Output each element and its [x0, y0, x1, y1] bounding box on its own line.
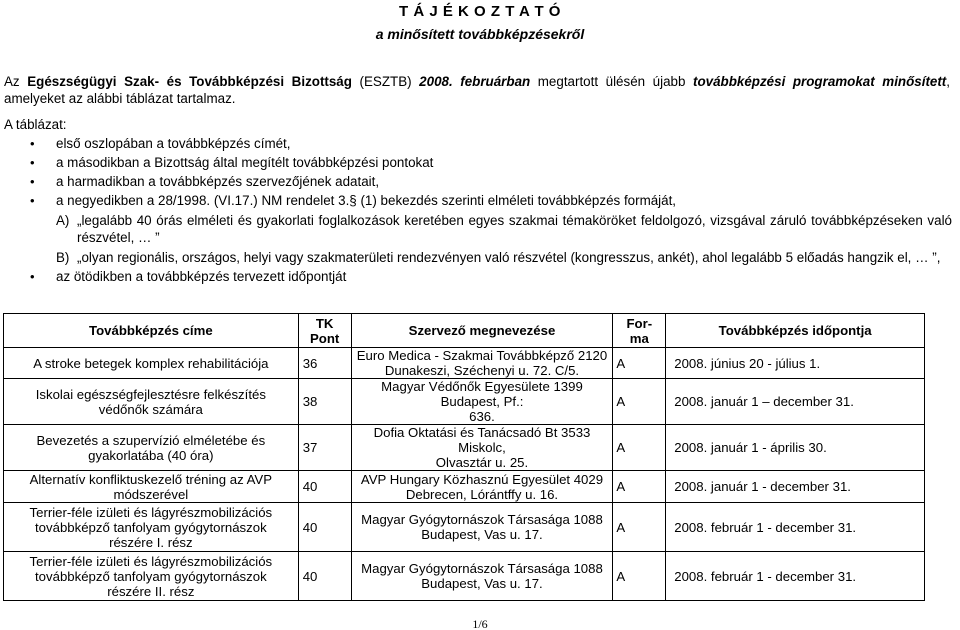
- sub-item-letter: A): [56, 213, 70, 228]
- training-date: 2008. június 20 - július 1.: [666, 348, 925, 379]
- training-organizer: [351, 552, 613, 601]
- organizer-line: Dofia Oktatási és Tanácsadó Bt 3533 Miskolc,: [373, 425, 591, 455]
- bullet-icon: •: [30, 193, 35, 208]
- page-number: 1/6: [472, 617, 488, 630]
- training-title-line: részére II. rész: [107, 583, 195, 599]
- organizer-line: Debrecen, Lórántffy u. 16.: [405, 486, 559, 502]
- intro-text: (ESZTB): [351, 74, 420, 89]
- training-organizer: [351, 379, 613, 425]
- training-title-line: továbbképző tanfolyam gyógytornászok: [35, 568, 267, 584]
- list-item-text: első oszlopában a továbbképzés címét,: [56, 136, 291, 151]
- document-title: T Á J É K O Z T A T Ó: [399, 3, 561, 20]
- training-title-line: továbbképző tanfolyam gyógytornászok: [35, 519, 267, 535]
- intro-text: megtartott ülésén újabb: [530, 74, 694, 89]
- training-title: [4, 425, 299, 471]
- training-organizer: [351, 348, 613, 379]
- organizer-line: Budapest, Vas u. 17.: [421, 527, 543, 542]
- training-title: [4, 348, 299, 379]
- sub-item-text: „legalább 40 órás elméleti és gyakorlati foglalkozások keretében egyes szakmai témaköröket feldolgozó, vizsgával záruló továbbképzéseken való részvétel, … ”: [77, 213, 952, 245]
- sub-item-a: [56, 212, 952, 246]
- organizer-line: Magyar Gyógytornászok Társasága 1088: [361, 561, 603, 576]
- training-form: A: [613, 503, 666, 552]
- list-item-text: a harmadikban a továbbképzés szervezőjének adatait,: [56, 174, 380, 189]
- list-item: [0, 153, 952, 172]
- table-row: [4, 379, 925, 425]
- training-date: 2008. február 1 - december 31.: [666, 552, 925, 601]
- training-date: 2008. január 1 – december 31.: [666, 379, 925, 425]
- training-title-line: Terrier-féle izületi és lágyrészmobilizációs: [29, 504, 273, 520]
- header-organizer: Szervező megnevezése: [351, 314, 613, 348]
- organizer-line: Magyar Gyógytornászok Társasága 1088: [361, 512, 603, 527]
- training-title: [4, 503, 299, 552]
- intro-programs: továbbképzési programokat minősített: [693, 74, 947, 89]
- training-form: A: [613, 552, 666, 601]
- training-form: A: [613, 348, 666, 379]
- document-subtitle: a minősített továbbképzésekről: [375, 26, 585, 42]
- organizer-line: Budapest, Vas u. 17.: [421, 576, 543, 591]
- training-title-line: védőnők számára: [98, 401, 203, 417]
- training-title-line: Alternatív konfliktuskezelő tréning az AVP: [29, 471, 273, 487]
- intro-paragraph: [4, 73, 950, 107]
- training-organizer: [351, 425, 613, 471]
- training-points: 36: [298, 348, 351, 379]
- training-form: A: [613, 379, 666, 425]
- sub-item-text: „olyan regionális, országos, helyi vagy szakmaterületi rendezvényen való részvétel (kongresszus, ankét), ahol legalább 5 előadás hangzik el, … ”,: [77, 250, 941, 265]
- organizer-line: AVP Hungary Közhasznú Egyesület 4029: [360, 471, 604, 487]
- training-points: 40: [298, 471, 351, 503]
- header-title: Továbbképzés címe: [4, 314, 299, 348]
- training-title-line: Bevezetés a szupervízió elméletébe és: [36, 432, 266, 448]
- training-title-line: Terrier-féle izületi és lágyrészmobilizációs: [29, 553, 273, 569]
- training-organizer: [351, 503, 613, 552]
- sub-item-letter: B): [56, 250, 70, 265]
- training-points: 38: [298, 379, 351, 425]
- list-item: [0, 191, 952, 266]
- table-row: [4, 348, 925, 379]
- header-form-line: ma: [629, 330, 649, 346]
- list-item-text: az ötödikben a továbbképzés tervezett időpontját: [56, 269, 347, 284]
- training-title: [4, 552, 299, 601]
- list-item-text: a másodikban a Bizottság által megítélt továbbképzési pontokat: [56, 155, 434, 170]
- bullet-icon: •: [30, 174, 35, 189]
- training-date: 2008. január 1 - december 31.: [666, 471, 925, 503]
- header-points: [298, 314, 351, 348]
- intro-date: 2008. februárban: [419, 74, 531, 89]
- header-form: [613, 314, 666, 348]
- header-form-line: For-: [626, 315, 653, 331]
- organizer-line: Dunakeszi, Széchenyi u. 72. C/5.: [384, 363, 580, 378]
- training-form: A: [613, 471, 666, 503]
- header-date: Továbbképzés időpontja: [666, 314, 925, 348]
- column-description-list: [0, 134, 952, 286]
- training-table: [3, 313, 925, 601]
- intro-text: , amelyeket az alábbi táblázat tartalmaz.: [4, 74, 951, 106]
- list-item: [0, 134, 952, 153]
- organizer-line: 636.: [469, 409, 495, 424]
- training-date: 2008. február 1 - december 31.: [666, 503, 925, 552]
- bullet-icon: •: [30, 269, 35, 284]
- training-title: [4, 379, 299, 425]
- table-header-row: [4, 314, 925, 348]
- training-title-line: A stroke betegek komplex rehabilitációja: [33, 355, 269, 371]
- sub-item-b: [56, 249, 952, 266]
- organizer-line: Magyar Védőnők Egyesülete 1399 Budapest, Pf.:: [381, 379, 583, 409]
- intro-organization: Egészségügyi Szak- és Továbbképzési Bizottság: [27, 74, 352, 89]
- table-row: [4, 503, 925, 552]
- list-item-text: a negyedikben a 28/1998. (VI.17.) NM rendelet 3.§ (1) bekezdés szerinti elméleti továbbképzés formáját,: [56, 193, 677, 208]
- training-title-line: Iskolai egészségfejlesztésre felkészítés: [35, 386, 266, 402]
- table-description-label: A táblázat:: [4, 117, 67, 132]
- table-row: [4, 471, 925, 503]
- training-title-line: módszerével: [113, 486, 189, 502]
- training-organizer: [351, 471, 613, 503]
- training-title-line: részére I. rész: [109, 534, 193, 550]
- table-row: [4, 425, 925, 471]
- training-title-line: gyakorlatába (40 óra): [88, 447, 214, 463]
- organizer-line: Olvasztár u. 25.: [435, 455, 529, 470]
- list-item: [0, 172, 952, 191]
- training-form: A: [613, 425, 666, 471]
- training-points: 40: [298, 503, 351, 552]
- intro-text: Az: [4, 74, 28, 89]
- list-item: [0, 267, 952, 286]
- training-date: 2008. január 1 - április 30.: [666, 425, 925, 471]
- table-row: [4, 552, 925, 601]
- header-points-line: Pont: [310, 330, 340, 346]
- training-title: [4, 471, 299, 503]
- organizer-line: Euro Medica - Szakmai Továbbképző 2120: [356, 348, 608, 363]
- training-points: 40: [298, 552, 351, 601]
- bullet-icon: •: [30, 155, 35, 170]
- training-points: 37: [298, 425, 351, 471]
- bullet-icon: •: [30, 136, 35, 151]
- header-points-line: TK: [315, 315, 334, 331]
